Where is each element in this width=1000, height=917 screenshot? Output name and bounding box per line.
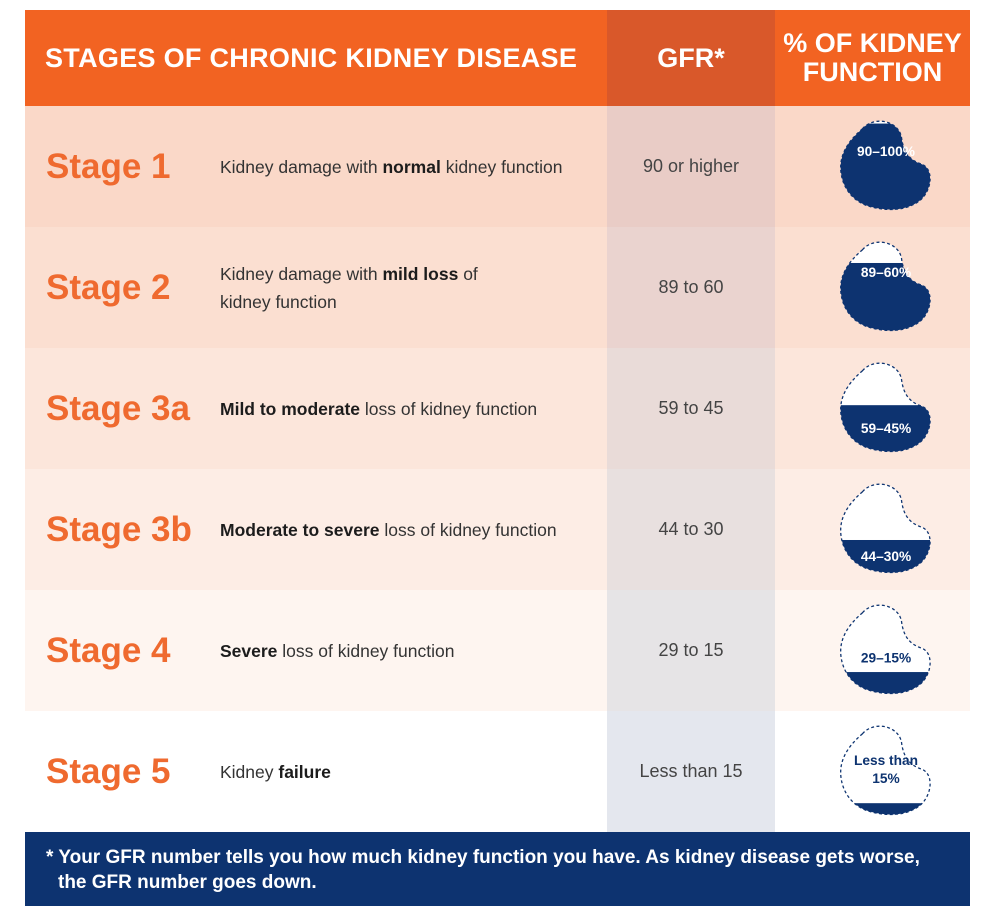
kidney-percent-label-line2: 15% bbox=[872, 770, 900, 786]
kidney-percent-label: 29–15% bbox=[860, 650, 912, 666]
kidney-icon bbox=[837, 600, 935, 700]
kidney-function-fill bbox=[837, 124, 935, 215]
description-emphasis: Mild to moderate bbox=[220, 398, 361, 419]
description-text: kidney function bbox=[440, 156, 563, 177]
kidney-percent-label: 59–45% bbox=[860, 421, 912, 437]
kidney-function-cell bbox=[775, 711, 970, 832]
stage-label: Stage 5 bbox=[46, 751, 171, 791]
header-gfr: GFR* bbox=[607, 10, 775, 106]
kidney-percent-label: 44–30% bbox=[860, 548, 912, 564]
gfr-value: Less than 15 bbox=[607, 711, 775, 832]
stage-label: Stage 3a bbox=[46, 388, 190, 428]
kidney-percent-label: 90–100% bbox=[857, 144, 915, 160]
stage-description bbox=[220, 348, 600, 469]
stage-description bbox=[220, 590, 600, 711]
gfr-value: 90 or higher bbox=[607, 106, 775, 227]
kidney-percent-label: Less than bbox=[853, 753, 919, 769]
table-row bbox=[25, 469, 970, 590]
stage-label: Stage 2 bbox=[46, 267, 171, 307]
description-text: Kidney damage with bbox=[220, 263, 383, 284]
table-row bbox=[25, 590, 970, 711]
description-emphasis: failure bbox=[278, 761, 331, 782]
kidney-function-cell bbox=[775, 590, 970, 711]
table-header bbox=[25, 10, 970, 106]
gfr-value: 59 to 45 bbox=[607, 348, 775, 469]
kidney-function-cell bbox=[775, 227, 970, 348]
stage-description bbox=[220, 106, 600, 227]
stage-description bbox=[220, 227, 510, 348]
table-row bbox=[25, 348, 970, 469]
stage-label: Stage 4 bbox=[46, 630, 171, 670]
table-body bbox=[25, 106, 970, 832]
description-text: loss of kidney function bbox=[379, 519, 557, 540]
gfr-value: 44 to 30 bbox=[607, 469, 775, 590]
stage-label: Stage 1 bbox=[46, 146, 171, 186]
table-row bbox=[25, 106, 970, 227]
stage-label: Stage 3b bbox=[46, 509, 192, 549]
table-row bbox=[25, 227, 970, 348]
kidney-icon bbox=[837, 358, 935, 458]
description-text: loss of kidney function bbox=[277, 640, 455, 661]
description-emphasis: Moderate to severe bbox=[220, 519, 380, 540]
gfr-value: 89 to 60 bbox=[607, 227, 775, 348]
description-text: loss of kidney function bbox=[360, 398, 538, 419]
header-pct-line1: % OF KIDNEY bbox=[783, 28, 962, 58]
kidney-percent-label: 89–60% bbox=[860, 265, 912, 281]
footnote bbox=[25, 832, 970, 906]
footnote-text: * Your GFR number tells you how much kidney function you have. As kidney disease gets worse, the GFR number goes down. bbox=[46, 847, 920, 893]
kidney-icon bbox=[837, 721, 935, 821]
header-kidney-function bbox=[775, 10, 970, 106]
header-title: STAGES OF CHRONIC KIDNEY DISEASE bbox=[45, 42, 578, 73]
kidney-icon bbox=[837, 479, 935, 579]
description-text: Kidney bbox=[220, 761, 279, 782]
kidney-icon bbox=[837, 116, 935, 216]
header-pct-line2: FUNCTION bbox=[802, 57, 943, 87]
stage-description bbox=[220, 711, 600, 832]
stage-description bbox=[220, 469, 600, 590]
description-text: of kidney function bbox=[220, 263, 478, 312]
kidney-function-fill bbox=[837, 672, 935, 699]
kidney-function-cell bbox=[775, 106, 970, 227]
kidney-function-cell bbox=[775, 348, 970, 469]
kidney-function-cell bbox=[775, 469, 970, 590]
description-emphasis: normal bbox=[382, 156, 441, 177]
gfr-value: 29 to 15 bbox=[607, 590, 775, 711]
kidney-icon bbox=[837, 237, 935, 337]
table-row bbox=[25, 711, 970, 832]
ckd-stages-table bbox=[25, 10, 970, 832]
description-emphasis: Severe bbox=[220, 640, 278, 661]
description-emphasis: mild loss bbox=[382, 263, 459, 284]
description-text: Kidney damage with bbox=[220, 156, 383, 177]
